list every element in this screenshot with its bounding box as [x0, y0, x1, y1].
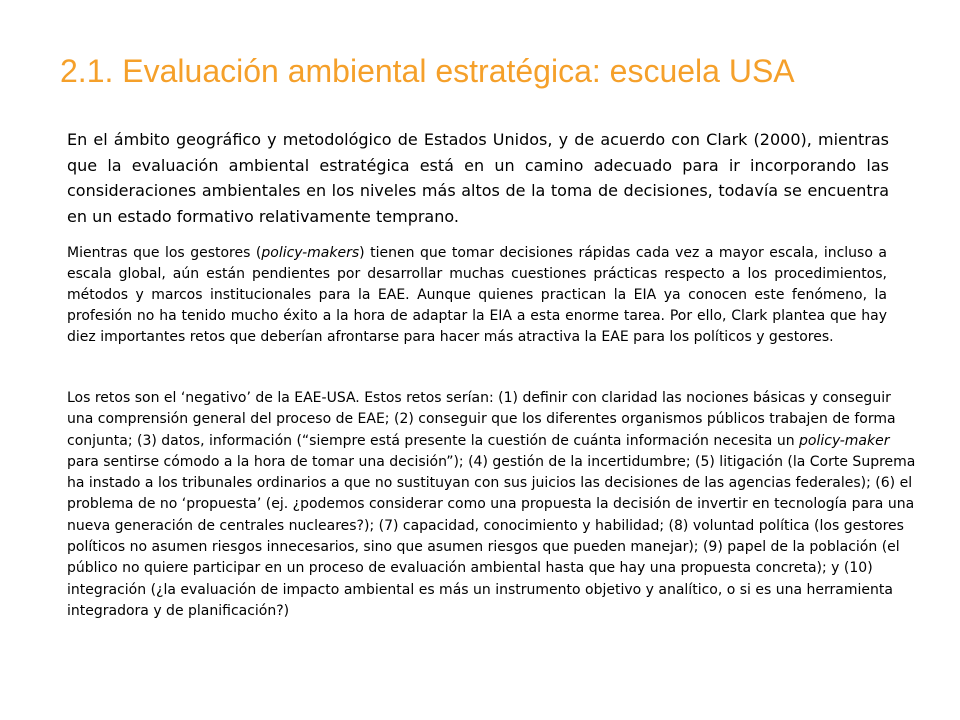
paragraph-3-text-end: para sentirse cómodo a la hora de tomar una decisión”); (4) gestión de la incertidumbre; (5) litigación (la Corte Suprema ha instado a los tribunales ordinarios a que no sustituyan con sus juicios las decisiones de las agencias federales); (6) el problema de no ‘propuesta’ (ej. ¿podemos considerar como una propuesta la decisión de invertir en tecnología para una nueva generación de centrales nucleares?); (7) capacidad, conocimiento y habilidad; (8) voluntad política (los gestores políticos no asumen riesgos innecesarios, sino que asumen riesgos que pueden manejar); (9) papel de la población (el público no quiere participar en un proceso de evaluación ambiental hasta que hay una propuesta concreta); y (10) integración (¿la evaluación de impacto ambiental es más un instrumento objetivo y analítico, o si es una herramienta integradora y de planificación?) — [67, 453, 916, 619]
slide-title: 2.1. Evaluación ambiental estratégica: escuela USA — [60, 53, 795, 89]
paragraph-intro: En el ámbito geográfico y metodológico de Estados Unidos, y de acuerdo con Clark (2000), mientras que la evaluación ambiental estratégica está en un camino adecuado para ir incorporando las consideraciones ambientales en los niveles más altos de la toma de decisiones, todavía se encuentra en un estado formativo relativamente temprano. — [67, 130, 889, 226]
paragraph-2-text-end: ) tienen que tomar decisiones rápidas cada vez a mayor escala, incluso a escala global, aún están pendientes por desarrollar muchas cuestiones prácticas respecto a los procedimientos, métodos y marcos institucionales para la EAE. Aunque quienes practican la EIA ya conocen este fenómeno, la profesión no ha tenido mucho éxito a la hora de adaptar la EIA a esta enorme tarea. Por ello, Clark plantea que hay diez importantes retos que deberían afrontarse para hacer más atractiva la EAE para los políticos y gestores. — [67, 245, 887, 345]
paragraph-3-text-start: Los retos son el ‘negativo’ de la EAE-USA. Estos retos serían: (1) definir con claridad las nociones básicas y conseguir una comprensión general del proceso de EAE; (2) conseguir que los diferentes organismos públicos trabajen de forma conjunta; (3) datos, información (“siempre está presente la cuestión de cuánta información necesita un — [67, 390, 896, 449]
paragraph-2-text-start: Mientras que los gestores ( — [67, 245, 262, 261]
paragraph-policy-makers — [67, 243, 887, 348]
paragraph-3-term: policy-maker — [799, 432, 890, 449]
paragraph-challenges — [67, 388, 919, 622]
paragraph-2-term: policy-makers — [261, 245, 360, 261]
